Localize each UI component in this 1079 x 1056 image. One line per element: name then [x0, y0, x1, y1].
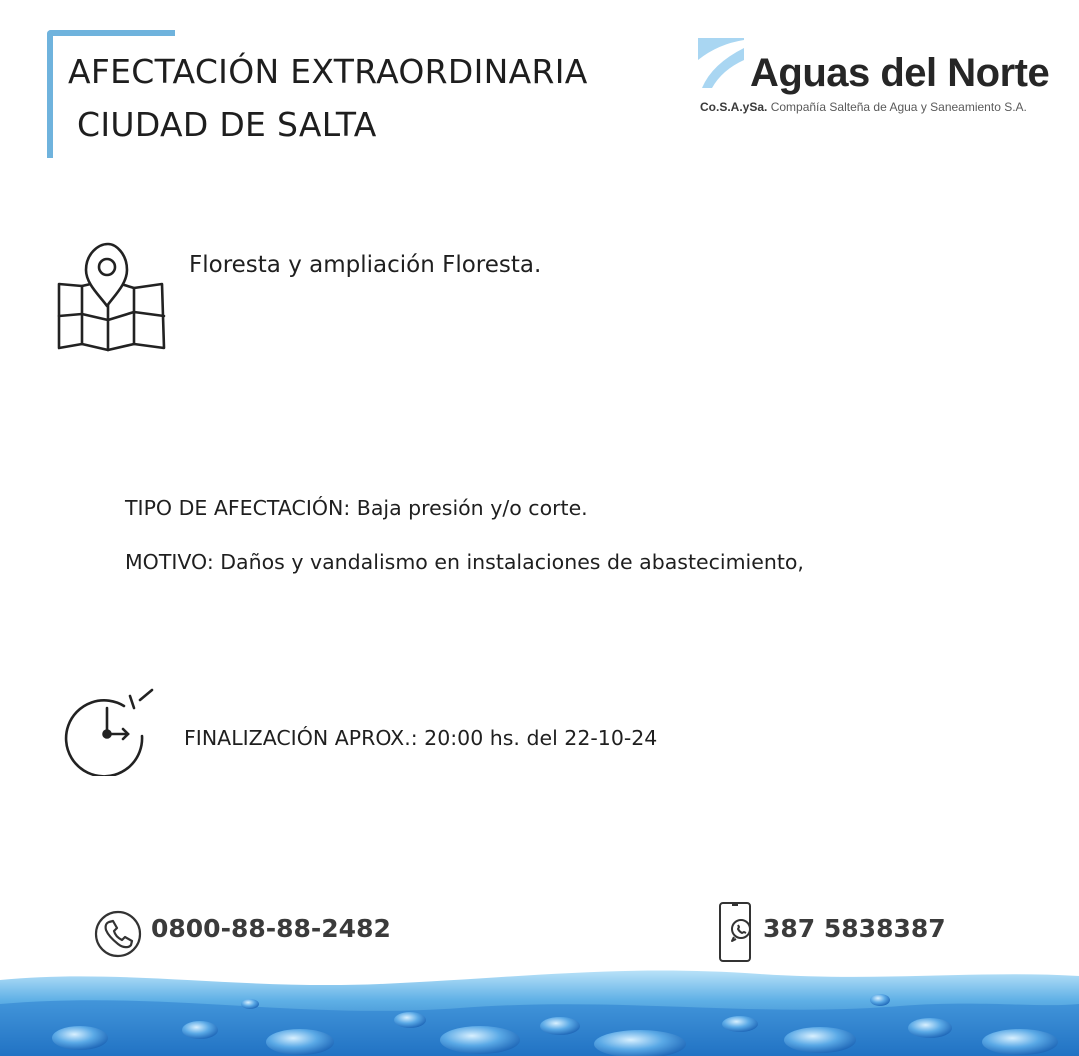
affectation-reason: MOTIVO: Daños y vandalismo en instalaciones de abastecimiento,: [125, 550, 804, 574]
whatsapp-icon: [718, 901, 758, 965]
page-title-line-1: AFECTACIÓN EXTRAORDINARIA: [68, 52, 588, 91]
logo-subtitle: [700, 100, 1027, 114]
clock-icon: [64, 684, 156, 776]
logo-mark-icon: [698, 38, 744, 88]
map-pin-icon: [56, 240, 168, 354]
phone-icon: [93, 909, 143, 959]
logo-name: Aguas del Norte: [750, 51, 1050, 95]
company-logo: [698, 38, 1058, 118]
whatsapp-number[interactable]: 387 5838387: [763, 914, 946, 943]
location-text: Floresta y ampliación Floresta.: [189, 252, 542, 278]
page-title-line-2: CIUDAD DE SALTA: [77, 105, 377, 144]
logo-subtitle-text: Compañía Salteña de Agua y Saneamiento S.A.: [770, 100, 1027, 114]
phone-number[interactable]: 0800-88-88-2482: [151, 914, 391, 943]
estimated-end-time: FINALIZACIÓN APROX.: 20:00 hs. del 22-10-24: [184, 726, 658, 750]
affectation-type: TIPO DE AFECTACIÓN: Baja presión y/o corte.: [125, 496, 588, 520]
logo-subtitle-acronym: Co.S.A.ySa.: [700, 100, 768, 114]
water-wave-decoration: [0, 960, 1079, 1056]
